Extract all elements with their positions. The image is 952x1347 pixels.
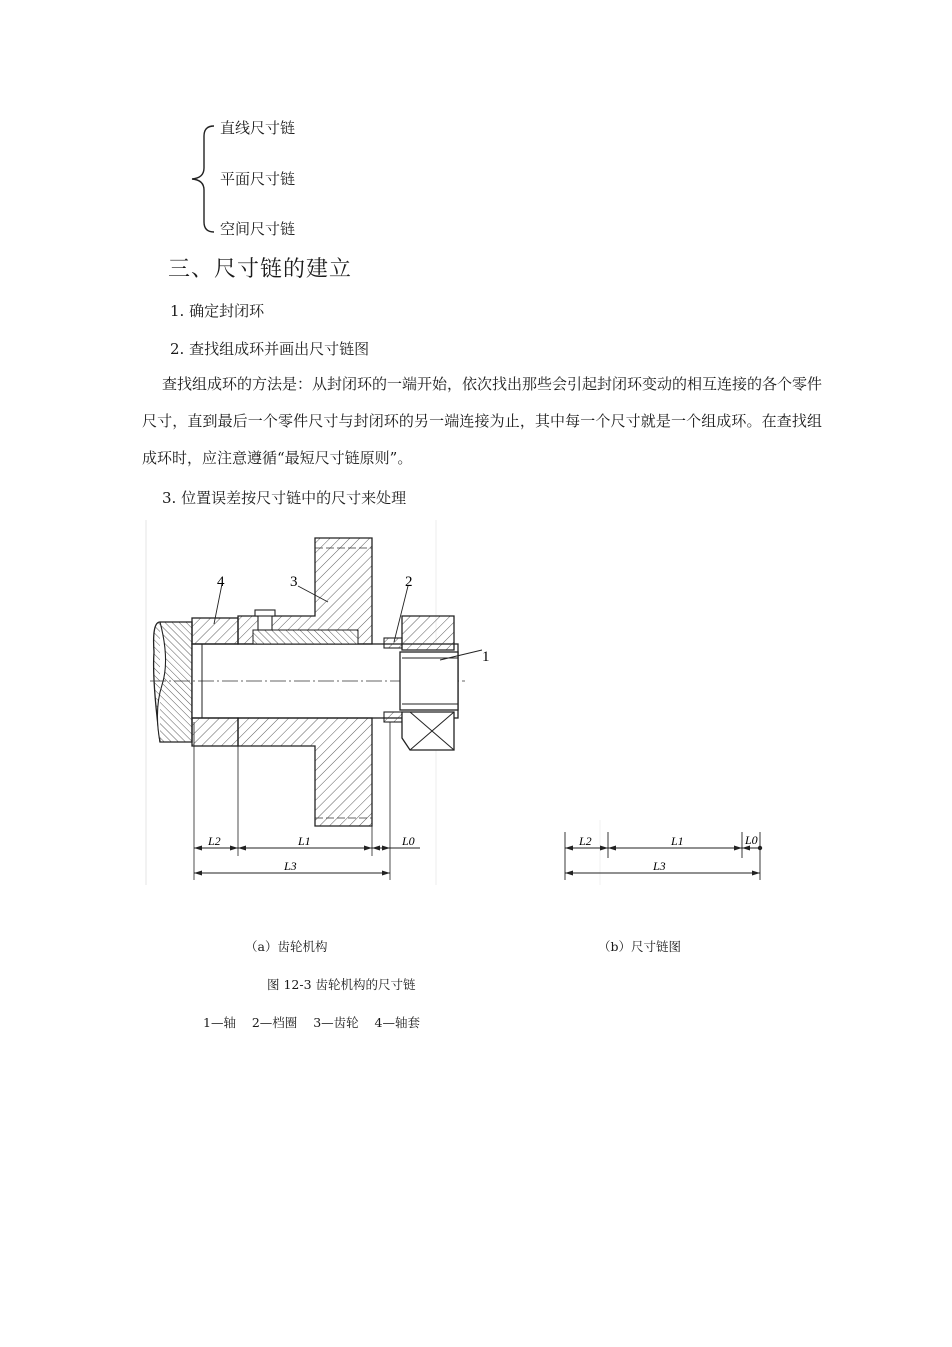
step-1: 1. 确定封闭环	[170, 302, 265, 320]
classification-item-spatial: 空间尺寸链	[220, 220, 296, 238]
part-label-1: 1	[482, 649, 490, 665]
classification-item-planar: 平面尺寸链	[220, 170, 296, 188]
classification-brace	[180, 118, 220, 238]
part-label-4: 4	[217, 574, 225, 590]
part-label-2: 2	[405, 574, 413, 590]
step-2: 2. 查找组成环并画出尺寸链图	[170, 340, 370, 358]
figure-title: 图 12-3 齿轮机构的尺寸链	[267, 977, 416, 992]
part-label-3: 3	[290, 574, 298, 590]
dim-b-l1: L1	[671, 834, 684, 848]
method-paragraph: 查找组成环的方法是：从封闭环的一端开始，依次找出那些会引起封闭环变动的相互连接的各个零件尺寸，直到最后一个零件尺寸与封闭环的另一端连接为止，其中每一个尺寸就是一个组成环。在查找组成环时，应注意遵循“最短尺寸链原则”。	[142, 375, 823, 467]
dim-b-l2: L2	[579, 834, 592, 848]
dim-b-l0: L0	[745, 833, 758, 847]
figure-legend: 1—轴 2—档圈 3—齿轮 4—轴套	[203, 1015, 420, 1030]
dimension-chain-drawing	[555, 820, 785, 890]
dim-b-l3: L3	[653, 859, 666, 873]
dim-a-l2: L2	[208, 834, 221, 848]
gear-mechanism-drawing	[140, 520, 490, 890]
dim-a-l3: L3	[284, 859, 297, 873]
caption-b: （b）尺寸链图	[598, 939, 682, 954]
step-3: 3. 位置误差按尺寸链中的尺寸来处理	[162, 489, 407, 507]
dim-a-l1: L1	[298, 834, 311, 848]
caption-a: （a）齿轮机构	[245, 939, 328, 954]
classification-item-linear: 直线尺寸链	[220, 119, 296, 137]
section-heading: 三、尺寸链的建立	[168, 257, 353, 282]
dim-a-l0: L0	[402, 834, 415, 848]
